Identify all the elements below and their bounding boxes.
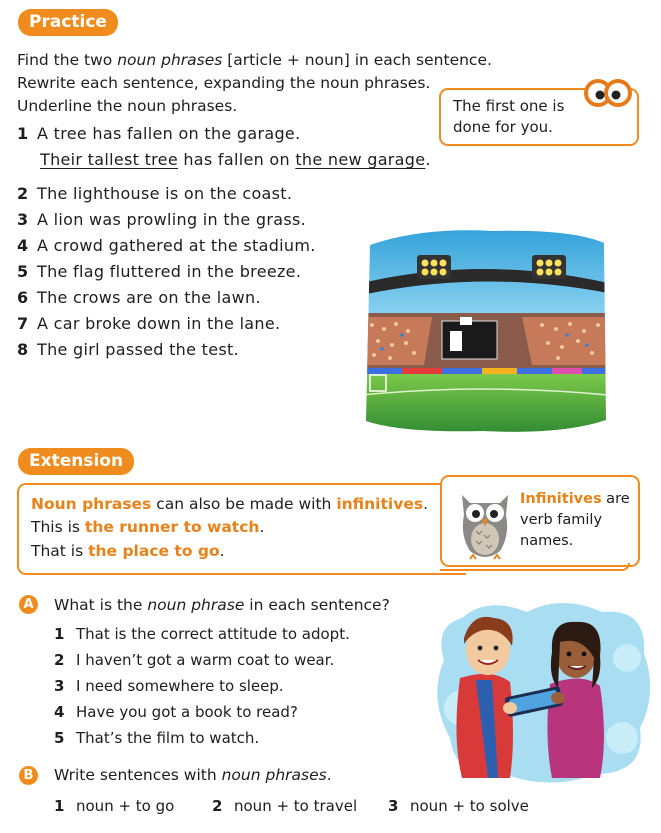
extension-line-1: Noun phrases can also be made with infinitives. bbox=[31, 495, 428, 513]
tip-text: The first one is done for you. bbox=[453, 97, 565, 136]
sentence-6: 6 The crows are on the lawn. bbox=[17, 288, 261, 307]
instruction-2: Rewrite each sentence, expanding the noun phrases. bbox=[17, 74, 431, 92]
sentence-1: 1 A tree has fallen on the garage. bbox=[17, 124, 301, 143]
b-item-1: 1 noun + to go bbox=[54, 797, 175, 815]
practice-heading: Practice bbox=[18, 9, 118, 36]
a-item-5: 5 That’s the film to watch. bbox=[54, 729, 260, 747]
sentence-2: 2 The lighthouse is on the coast. bbox=[17, 184, 293, 203]
section-a-question: What is the noun phrase in each sentence? bbox=[54, 596, 390, 614]
stadium-illustration bbox=[362, 225, 608, 435]
b-item-2: 2 noun + to travel bbox=[212, 797, 358, 815]
sentence-4: 4 A crowd gathered at the stadium. bbox=[17, 236, 316, 255]
section-b-question: Write sentences with noun phrases. bbox=[54, 766, 332, 784]
a-item-3: 3 I need somewhere to sleep. bbox=[54, 677, 284, 695]
eyes-icon bbox=[584, 78, 632, 108]
box-underline bbox=[440, 563, 630, 571]
sentence-5: 5 The flag fluttered in the breeze. bbox=[17, 262, 302, 281]
instruction-3: Underline the noun phrases. bbox=[17, 97, 238, 115]
sentence-8: 8 The girl passed the test. bbox=[17, 340, 239, 359]
a-item-2: 2 I haven’t got a warm coat to wear. bbox=[54, 651, 335, 669]
sentence-7: 7 A car broke down in the lane. bbox=[17, 314, 281, 333]
extension-line-3: That is the place to go. bbox=[31, 542, 225, 560]
section-b-badge: B bbox=[19, 766, 38, 785]
a-item-4: 4 Have you got a book to read? bbox=[54, 703, 298, 721]
children-illustration bbox=[432, 598, 654, 786]
example-answer: Their tallest tree has fallen on the new garage. bbox=[40, 150, 431, 169]
a-item-1: 1 That is the correct attitude to adopt. bbox=[54, 625, 350, 643]
extension-line-2: This is the runner to watch. bbox=[31, 518, 265, 536]
instruction-1: Find the two noun phrases [article + noun] in each sentence. bbox=[17, 51, 492, 69]
b-item-3: 3 noun + to solve bbox=[388, 797, 529, 815]
extension-heading: Extension bbox=[18, 448, 134, 475]
owl-tip-text: Infinitives are verb family names. bbox=[520, 491, 630, 549]
owl-icon bbox=[456, 485, 514, 563]
section-a-badge: A bbox=[19, 595, 38, 614]
sentence-3: 3 A lion was prowling in the grass. bbox=[17, 210, 306, 229]
